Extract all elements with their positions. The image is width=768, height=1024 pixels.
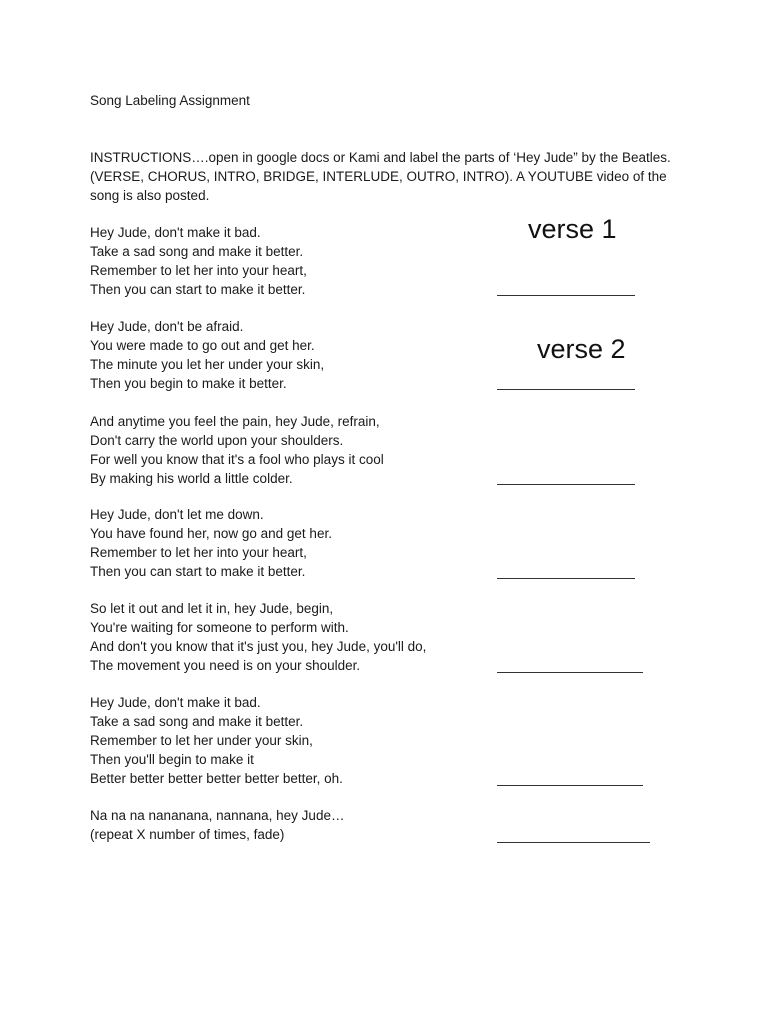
lyric-line: Remember to let her into your heart, <box>90 545 307 560</box>
stanza-2-label: verse 2 <box>537 334 626 364</box>
lyric-line: Take a sad song and make it better. <box>90 244 304 259</box>
lyric-line: The movement you need is on your shoulder. <box>90 658 361 673</box>
stanza-5-answer-blank[interactable] <box>497 672 643 673</box>
lyric-line: Hey Jude, don't be afraid. <box>90 319 244 334</box>
lyric-line: By making his world a little colder. <box>90 471 293 486</box>
lyric-line: The minute you let her under your skin, <box>90 357 325 372</box>
lyric-line: Better better better better better better, oh. <box>90 771 343 786</box>
lyric-line: Then you begin to make it better. <box>90 376 287 391</box>
stanza-3-answer-blank[interactable] <box>497 484 635 485</box>
instructions-paragraph: INSTRUCTIONS….open in google docs or Kami and label the parts of ‘Hey Jude” by the Beatles. (VERSE, CHORUS, INTRO, BRIDGE, INTERLUDE, OUTRO, INTRO). A YOUTUBE video of the song is also posted. <box>90 150 671 203</box>
lyric-line: Then you can start to make it better. <box>90 564 306 579</box>
stanza-6 <box>90 693 490 788</box>
lyric-line: And anytime you feel the pain, hey Jude, refrain, <box>90 414 380 429</box>
lyric-line: So let it out and let it in, hey Jude, begin, <box>90 601 334 616</box>
lyric-line: Then you'll begin to make it <box>90 752 254 767</box>
lyric-line: Hey Jude, don't let me down. <box>90 507 264 522</box>
stanza-6-answer-blank[interactable] <box>497 785 643 786</box>
stanza-3 <box>90 412 490 488</box>
document-title: Song Labeling Assignment <box>90 93 250 108</box>
stanza-7-answer-blank[interactable] <box>497 842 650 843</box>
lyric-line: Don't carry the world upon your shoulders. <box>90 433 344 448</box>
lyric-line: Then you can start to make it better. <box>90 282 306 297</box>
stanza-1-label: verse 1 <box>528 214 617 244</box>
lyric-line: Hey Jude, don't make it bad. <box>90 225 261 240</box>
stanza-1-answer-blank[interactable] <box>497 295 635 296</box>
lyric-line: Remember to let her under your skin, <box>90 733 313 748</box>
stanza-5 <box>90 599 490 675</box>
lyric-line: You were made to go out and get her. <box>90 338 315 353</box>
lyric-line: Hey Jude, don't make it bad. <box>90 695 261 710</box>
lyric-line: You're waiting for someone to perform with. <box>90 620 349 635</box>
lyric-line: And don't you know that it's just you, hey Jude, you'll do, <box>90 639 427 654</box>
stanza-1 <box>90 223 490 299</box>
lyric-line: Na na na nananana, nannana, hey Jude… <box>90 808 345 823</box>
lyric-line: Remember to let her into your heart, <box>90 263 307 278</box>
lyric-line: Take a sad song and make it better. <box>90 714 304 729</box>
stanza-2 <box>90 317 490 393</box>
stanza-4-answer-blank[interactable] <box>497 578 635 579</box>
stanza-2-answer-blank[interactable] <box>497 389 635 390</box>
lyric-line: You have found her, now go and get her. <box>90 526 332 541</box>
stanza-7 <box>90 806 490 844</box>
lyric-line: (repeat X number of times, fade) <box>90 827 285 842</box>
lyric-line: For well you know that it's a fool who plays it cool <box>90 452 384 467</box>
stanza-4 <box>90 505 490 581</box>
